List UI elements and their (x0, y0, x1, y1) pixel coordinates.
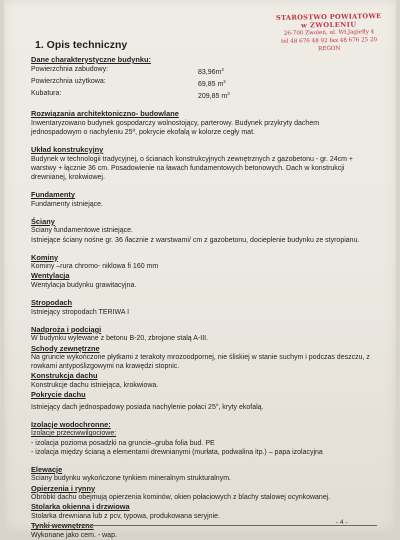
row-value: $83,96m^2$ (198, 66, 224, 76)
section-text: W budynku wylewane z betonu B-20, zbrojone stalą A-III. (31, 335, 209, 343)
section-heading: Dane charakterystyczne budynku: (31, 55, 151, 64)
section-text: Na gruncie wykończone płytkami z terakoty mrozoodpornej, nie śliskiej w stanie suchym i podczas deszczu, z rowkami antypoślizgowymi na krawędzi stopnic. (31, 354, 370, 371)
section-text: Konstrukcje dachu istniejąca, krokwiowa. (31, 381, 159, 389)
section-text: - izolacja pozioma posadzki na gruncie–gruba folia bud. PE (31, 439, 215, 447)
row-value: 69,85 $m^2$ (198, 78, 226, 88)
section-text: Istniejący dach jednospadowy posiada nachylenie połaci 25$^o$, kryty ekofalą. (31, 401, 264, 411)
section-stropodach (31, 298, 371, 317)
stamp-line-5: REGON (318, 45, 341, 53)
section-rozwiazania (31, 109, 371, 137)
section-dane (31, 55, 371, 101)
section-text: Obróbki dachu obejmują opierzenia kominów, okien połaciowych z blachy stalowej ocynkowanej. (31, 494, 331, 502)
section-fundamenty (31, 190, 371, 209)
section-heading: Elewacje (31, 464, 63, 474)
section-text: Ściany fundamentowe istniejące. (31, 227, 133, 235)
section-sciany (31, 217, 371, 245)
section-heading: Rozwiązania architektoniczno- budowlane (31, 109, 179, 119)
document-page (4, 0, 396, 539)
section-heading: Wentylacja (31, 271, 70, 281)
section-text: Budynek w technologii tradycyjnej, o ścianach konstrukcyjnych zewnętrznych z gazobetonu - gr. 24cm + warstwy + łącznie 36 cm. Posadowienie na ławach fundamentowych betonowych. Dach w konstrukcji drewnianej, krokwiowej. (31, 155, 353, 181)
section-text: Kominy –rura chromo- niklowa fi 160 mm (31, 263, 159, 271)
page-title: 1. Opis techniczny (35, 39, 128, 51)
section-text: Inwentaryzowano budynek gospodarczy wolnostojący, parterowy. Budynek przykryty dachem jednospadowym o nachyleniu 25º, pokrycie ekofalą w kolorze cegły mat. (31, 119, 320, 136)
row-label: Powierzchnia zabudowy: (31, 65, 109, 73)
section-heading: Stropodach (31, 298, 73, 308)
section-heading: Nadproża i podciągi (31, 324, 102, 334)
section-uklad (31, 145, 371, 182)
page-number: - 4 - (336, 519, 348, 526)
section-heading: Układ konstrukcyjny (31, 145, 104, 155)
section-text: Ściany budynku wykończone tynkiem mineralnym strukturalnym. (31, 475, 231, 483)
row-value: 209,85 $m^3$ (198, 90, 230, 100)
section-heading: Konstrukcja dachu (31, 371, 98, 381)
data-row (31, 77, 371, 89)
office-stamp (266, 12, 393, 54)
row-label: Kubatura: (31, 89, 62, 97)
section-heading: Fundamenty (31, 190, 75, 200)
section-izolacje (31, 420, 371, 457)
section-text: Istniejące ściany nośne gr. 36 /łacznie z warstwami/ cm z gazobetonu, docieplenie budynku ze styropianu. (31, 236, 360, 244)
section-heading: Stolarka okienna i drzwiowa (31, 502, 130, 512)
data-row (31, 65, 371, 77)
stamp-line-2: w ZWOLENIU (301, 20, 357, 30)
stamp-line-4: tel 48 676 48 92 fax 48 676 25 20 (281, 37, 378, 45)
section-heading: Schody zewnętrzne (31, 343, 100, 353)
section-text: Wentylacja budynku grawitacyjna. (31, 281, 137, 289)
section-nadproza (31, 325, 371, 412)
section-subheading: Izolacje przeciwwilgociowe: (31, 430, 117, 438)
section-heading: Opierzenia i rynny (31, 483, 96, 493)
section-heading: Pokrycie dachu (31, 390, 86, 400)
section-text: Fundamenty istniejące. (31, 200, 103, 208)
stamp-line-1: STAROSTWO POWIATOWE (275, 12, 382, 22)
section-elewacje (31, 465, 371, 540)
section-heading: Izolacje wodochronne: (31, 419, 111, 429)
stamp-line-3: 26-700 Zwoleń, ul. Wł.Jagiełły 4 (283, 29, 375, 37)
document-body (31, 55, 371, 540)
section-heading: Ściany (31, 216, 55, 226)
section-text: - izolacja między ścianą a elementami drewnianymi (murłata, podwalina itp.) – papa izolacyjna (31, 448, 323, 456)
section-text: Istniejący stropodach TERIWA I (31, 308, 130, 316)
footer-divider (32, 525, 377, 526)
section-text: Wykonane jako cem. - wap. (31, 531, 117, 539)
row-label: Powierzchnia użytkowa: (31, 77, 106, 85)
section-kominy (31, 253, 371, 290)
section-heading: Kominy (31, 252, 59, 262)
section-text: Stolarka drewniana lub z pcv, typowa, produkowana seryjnie. (31, 512, 220, 520)
data-row (31, 89, 371, 101)
